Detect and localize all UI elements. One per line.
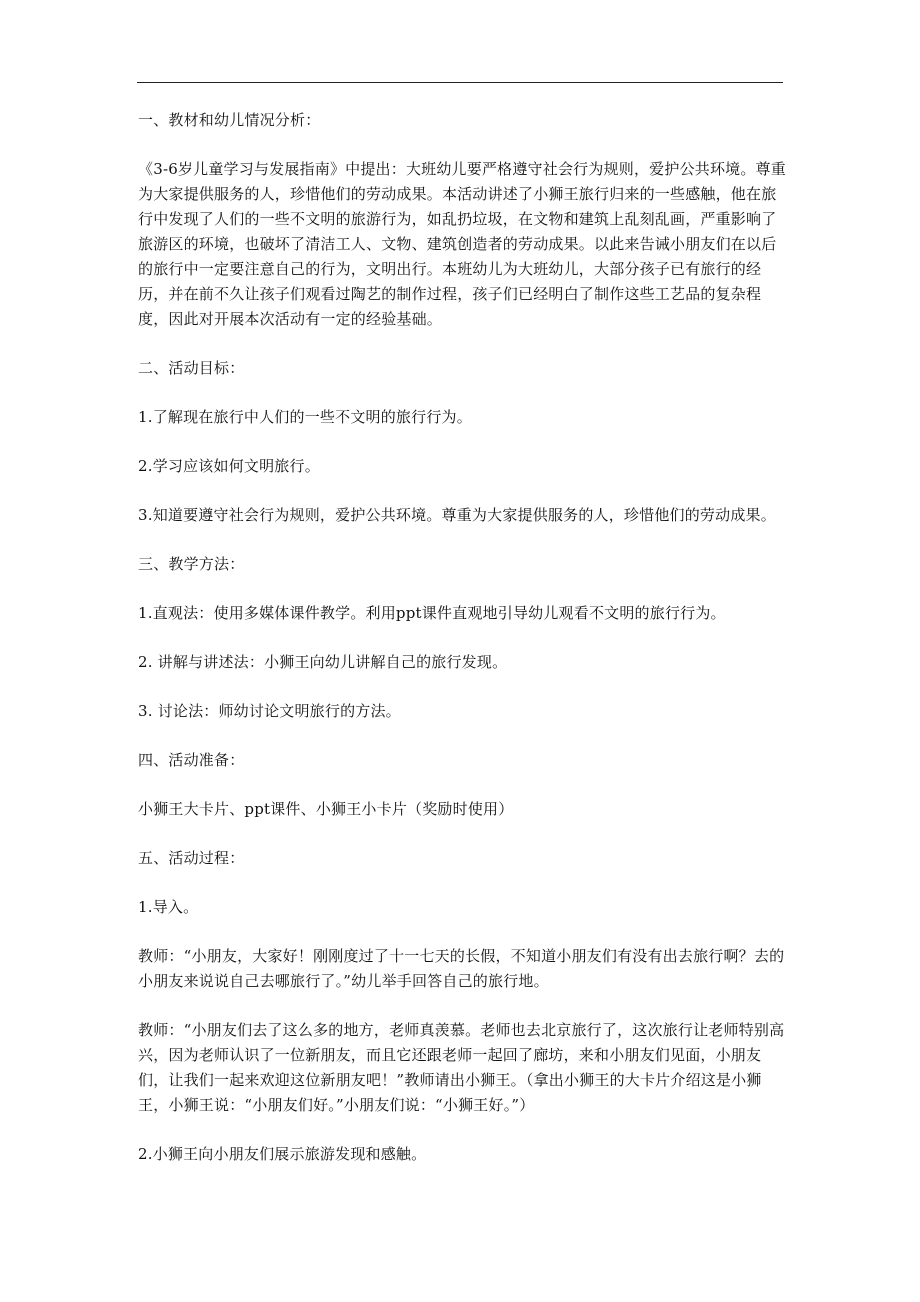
section-heading-preparation: 四、活动准备：: [138, 751, 245, 769]
process-step-1: 1.导入。: [138, 898, 199, 916]
teacher-dialogue-2: 教师：“小朋友们去了这么多的地方，老师真羡慕。老师也去北京旅行了，这次旅行让老师特别高兴，因为老师认识了一位新朋友，而且它还跟老师一起回了廊坊，来和小朋友们见面，小朋友们，让我们一起来欢迎这位新朋友吧！”教师请出小狮王。（拿出小狮王的大卡片介绍这是小狮王，小狮王说：“小朋友们好。”小朋友们说：“小狮王好。”）: [138, 1021, 785, 1114]
section-heading-process: 五、活动过程：: [138, 849, 245, 867]
goal-item-1: 1.了解现在旅行中人们的一些不文明的旅行行为。: [138, 408, 472, 426]
preparation-materials: 小狮王大卡片、ppt课件、小狮王小卡片（奖励时使用）: [138, 800, 514, 818]
section-heading-analysis: 一、教材和幼儿情况分析：: [138, 111, 321, 129]
section-heading-goals: 二、活动目标：: [138, 359, 245, 377]
document-body: [138, 108, 788, 1191]
process-step-2: 2.小狮王向小朋友们展示旅游发现和感触。: [138, 1145, 427, 1163]
goal-item-2: 2.学习应该如何文明旅行。: [138, 457, 320, 475]
section-heading-methods: 三、教学方法：: [138, 555, 245, 573]
teacher-dialogue-1: 教师：“小朋友，大家好！刚刚度过了十一七天的长假，不知道小朋友们有没有出去旅行啊？去的小朋友来说说自己去哪旅行了。”幼儿举手回答自己的旅行地。: [138, 947, 785, 990]
analysis-paragraph: 《3-6岁儿童学习与发展指南》中提出：大班幼儿要严格遵守社会行为规则，爱护公共环境。尊重为大家提供服务的人，珍惜他们的劳动成果。本活动讲述了小狮王旅行归来的一些感触，他在旅行中发现了人们的一些不文明的旅游行为，如乱扔垃圾，在文物和建筑上乱刻乱画，严重影响了旅游区的环境，也破坏了清洁工人、文物、建筑创造者的劳动成果。以此来告诫小朋友们在以后的旅行中一定要注意自己的行为，文明出行。本班幼儿为大班幼儿，大部分孩子已有旅行的经历，并在前不久让孩子们观看过陶艺的制作过程，孩子们已经明白了制作这些工艺品的复杂程度，因此对开展本次活动有一定的经验基础。: [138, 160, 786, 328]
method-item-2: 2. 讲解与讲述法：小狮王向幼儿讲解自己的旅行发现。: [138, 653, 508, 671]
method-item-3: 3. 讨论法：师幼讨论文明旅行的方法。: [138, 702, 401, 720]
method-item-1: 1.直观法：使用多媒体课件教学。利用ppt课件直观地引导幼儿观看不文明的旅行行为。: [138, 604, 726, 622]
goal-item-3: 3.知道要遵守社会行为规则，爱护公共环境。尊重为大家提供服务的人，珍惜他们的劳动成果。: [138, 506, 776, 524]
header-rule: [137, 82, 783, 83]
